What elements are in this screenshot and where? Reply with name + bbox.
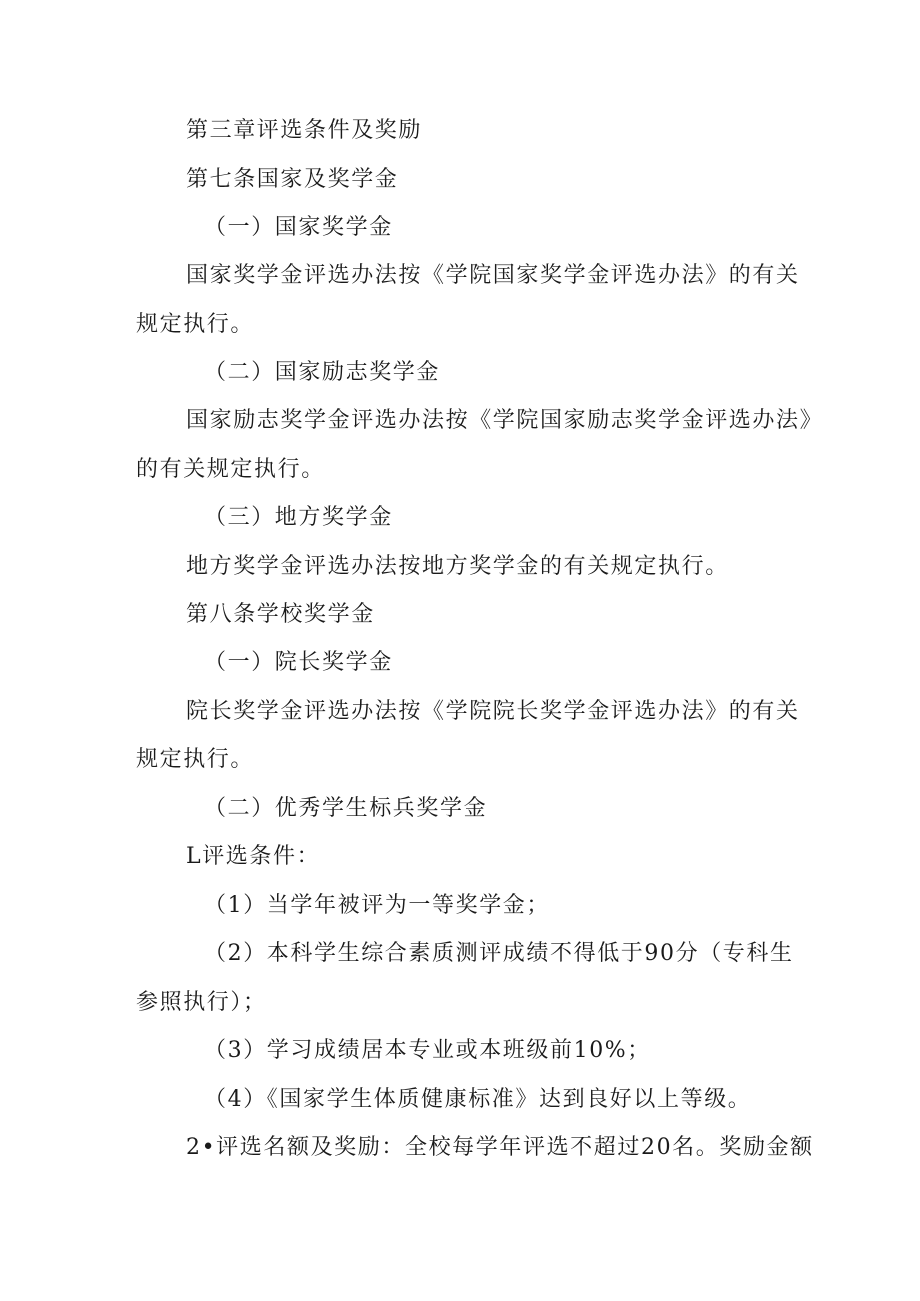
section-heading: （二）国家励志奖学金 — [204, 360, 441, 385]
list-item: （2）本科学生综合素质测评成绩不得低于90分（专科生 — [204, 941, 794, 966]
paragraph-line: 规定执行。 — [136, 747, 255, 772]
paragraph-line: 的有关规定执行。 — [136, 457, 325, 482]
section-heading: （二）优秀学生标兵奖学金 — [204, 796, 488, 821]
list-item: （1）当学年被评为一等奖学金； — [204, 893, 550, 918]
paragraph-line: 2•评选名额及奖励：全校每学年评选不超过20名。奖励金额 — [186, 1135, 814, 1160]
article-heading: 第七条国家及奖学金 — [186, 167, 399, 192]
article-heading: 第八条学校奖学金 — [186, 602, 375, 627]
paragraph-line: 院长奖学金评选办法按《学院院长奖学金评选办法》的有关 — [186, 699, 800, 724]
section-heading: （三）地方奖学金 — [204, 505, 393, 530]
paragraph-line: 国家奖学金评选办法按《学院国家奖学金评选办法》的有关 — [186, 263, 800, 288]
list-heading: L评选条件： — [186, 844, 321, 869]
paragraph-line: 国家励志奖学金评选办法按《学院国家励志奖学金评选办法》 — [186, 408, 824, 433]
paragraph-line: 规定执行。 — [136, 312, 255, 337]
chapter-heading: 第三章评选条件及奖励 — [186, 118, 423, 143]
list-item-continuation: 参照执行）； — [136, 990, 267, 1015]
paragraph-line: 地方奖学金评选办法按地方奖学金的有关规定执行。 — [186, 554, 729, 579]
section-heading: （一）院长奖学金 — [204, 650, 393, 675]
list-item: （3）学习成绩居本专业或本班级前10%； — [204, 1038, 651, 1063]
list-item: （4）《国家学生体质健康标准》达到良好以上等级。 — [204, 1087, 752, 1112]
section-heading: （一）国家奖学金 — [204, 215, 393, 240]
